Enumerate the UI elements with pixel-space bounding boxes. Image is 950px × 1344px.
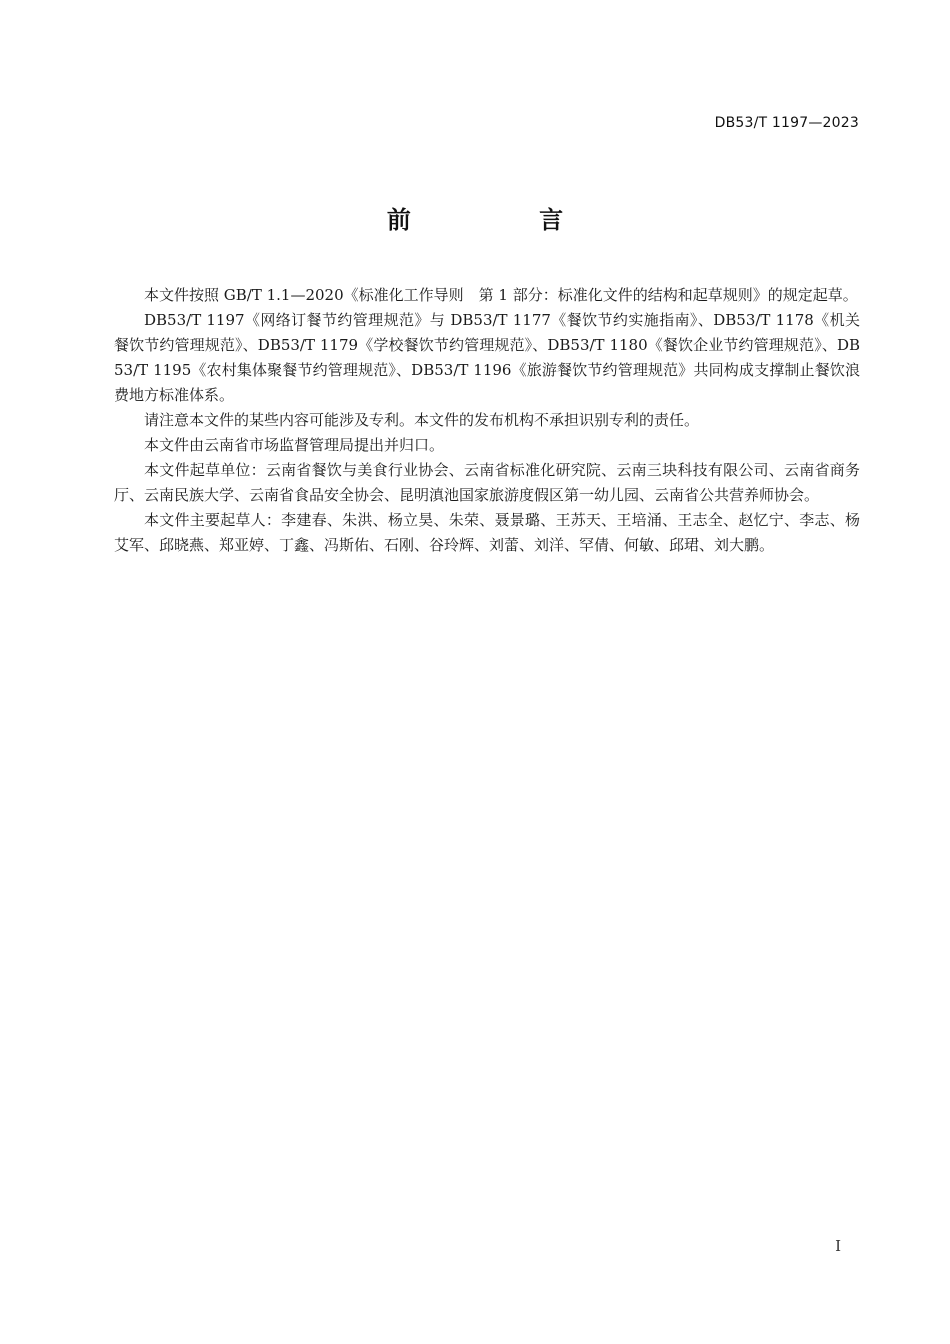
page-number: I [835, 1237, 841, 1255]
paragraph-drafting-units: 本文件起草单位：云南省餐饮与美食行业协会、云南省标准化研究院、云南三块科技有限公司、云南省商务厅、云南民族大学、云南省食品安全协会、昆明滇池国家旅游度假区第一幼儿园、云南省公共营养师协会。 [114, 461, 860, 504]
paragraph-drafters: 本文件主要起草人：李建春、朱洪、杨立昊、朱荣、聂景璐、王苏天、王培涌、王志全、赵忆宁、李志、杨艾军、邱晓燕、郑亚婷、丁鑫、冯斯佑、石刚、谷玲辉、刘蕾、刘洋、罕倩、何敏、邱珺、刘大鹏。 [114, 511, 860, 554]
document-code: DB53/T 1197—2023 [714, 115, 859, 131]
foreword-title: 前 言 [386, 206, 624, 234]
paragraph-drafting-rules: 本文件按照 GB/T 1.1—2020《标准化工作导则 第 1 部分：标准化文件的结构和起草规则》的规定起草。 [144, 286, 858, 304]
paragraph-patent-notice: 请注意本文件的某些内容可能涉及专利。本文件的发布机构不承担识别专利的责任。 [144, 411, 700, 429]
paragraph-standard-system: DB53/T 1197《网络订餐节约管理规范》与 DB53/T 1177《餐饮节约实施指南》、DB53/T 1178《机关餐饮节约管理规范》、DB53/T 1179《学校餐饮节约管理规范》、DB53/T 1180《餐饮企业节约管理规范》、DB53/T 1195《农村集体聚餐节约管理规范》、DB53/T 1196《旅游餐饮节约管理规范》共同构成支撑制止餐饮浪费地方标准体系。 [114, 311, 860, 404]
foreword-body [114, 283, 860, 558]
paragraph-proposer: 本文件由云南省市场监督管理局提出并归口。 [144, 436, 445, 454]
